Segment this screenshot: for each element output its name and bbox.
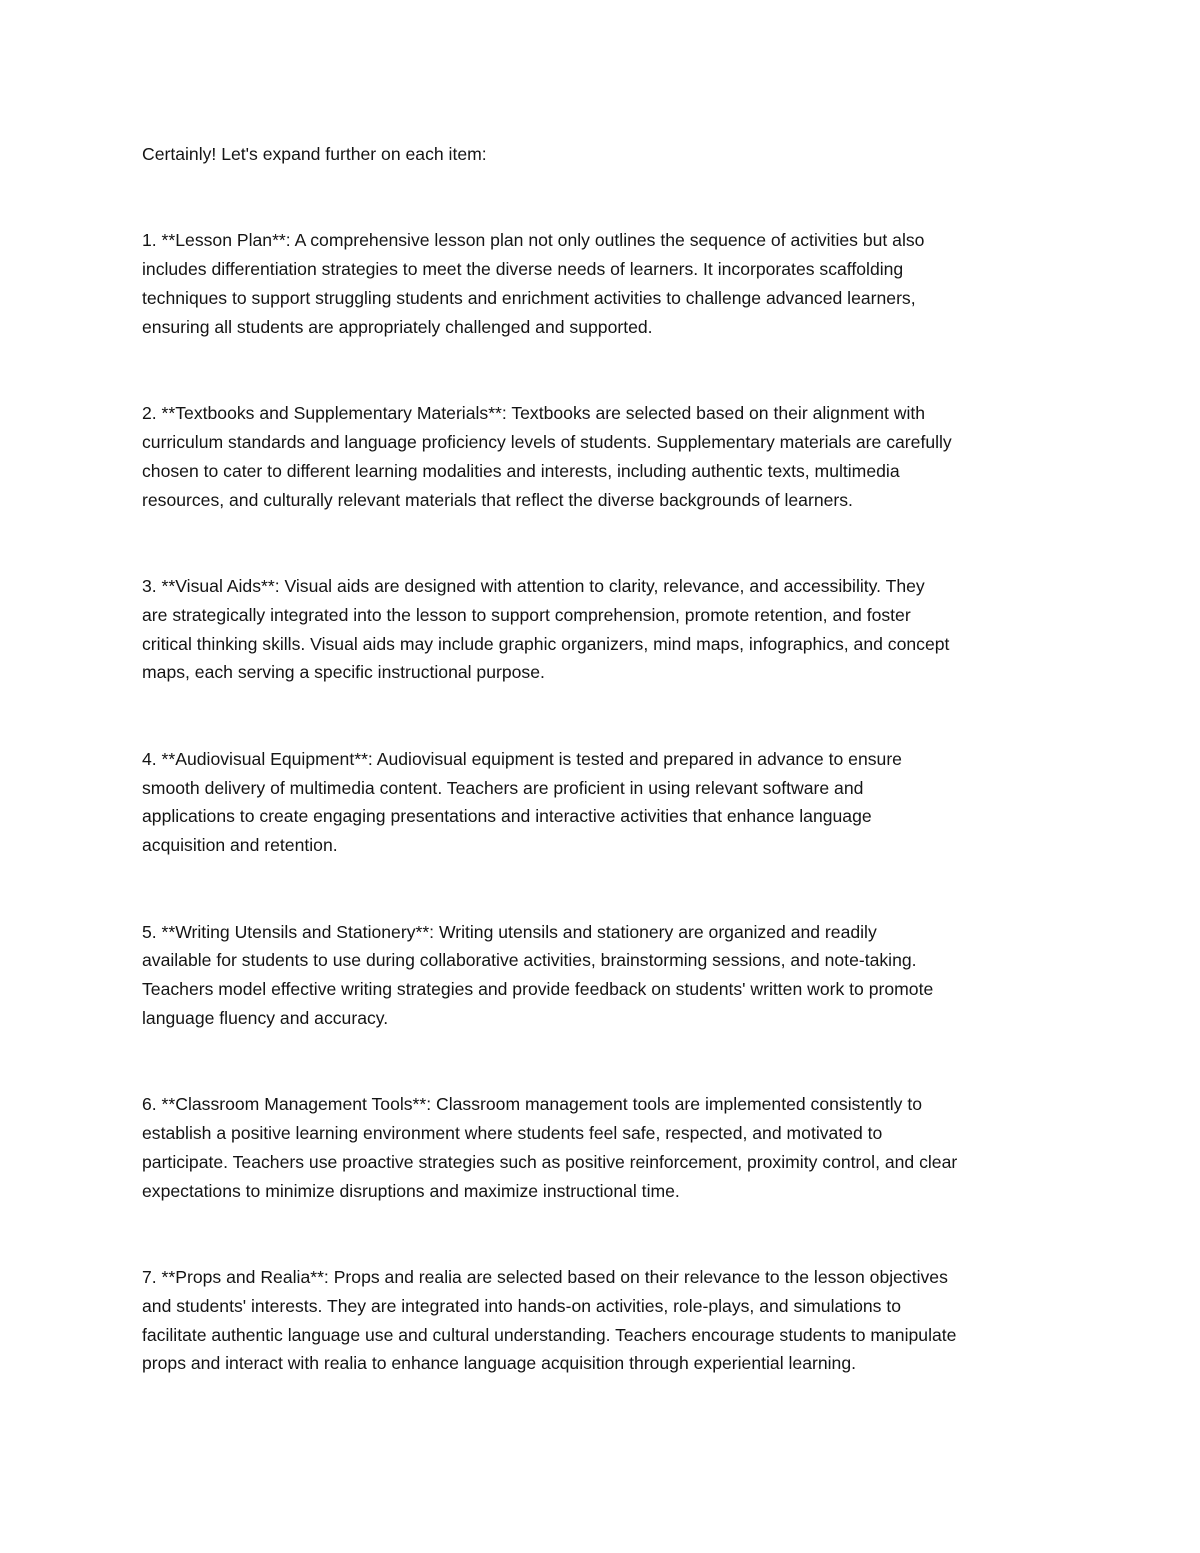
- list-item: [142, 1090, 1072, 1205]
- item-text-line: curriculum standards and language proficiency levels of students. Supplementary materials are carefully: [142, 431, 952, 452]
- item-text-line: 5. **Writing Utensils and Stationery**: Writing utensils and stationery are organized and readily: [142, 921, 877, 942]
- item-text-line: 3. **Visual Aids**: Visual aids are designed with attention to clarity, relevance, and accessibility. They: [142, 575, 925, 596]
- item-text-line: 6. **Classroom Management Tools**: Classroom management tools are implemented consistently to: [142, 1094, 923, 1115]
- intro-text: Certainly! Let's expand further on each item:: [142, 144, 487, 164]
- item-text-line: acquisition and retention.: [142, 835, 338, 856]
- item-text-line: available for students to use during collaborative activities, brainstorming sessions, and note-taking.: [142, 950, 917, 971]
- item-text-line: 7. **Props and Realia**: Props and realia are selected based on their relevance to the lesson objectives: [142, 1267, 948, 1288]
- item-text-line: applications to create engaging presentations and interactive activities that enhance language: [142, 806, 872, 827]
- document-body: [142, 140, 1072, 1378]
- item-text-line: participate. Teachers use proactive strategies such as positive reinforcement, proximity control, and clear: [142, 1151, 958, 1172]
- list-item: [142, 226, 1072, 341]
- list-item: [142, 745, 1072, 860]
- item-text-line: critical thinking skills. Visual aids may include graphic organizers, mind maps, infographics, and concept: [142, 633, 950, 654]
- list-item: [142, 572, 1072, 687]
- item-text-line: includes differentiation strategies to meet the diverse needs of learners. It incorporates scaffolding: [142, 259, 904, 280]
- item-text-line: and students' interests. They are integrated into hands-on activities, role-plays, and simulations to: [142, 1295, 902, 1316]
- item-text-line: ensuring all students are appropriately challenged and supported.: [142, 316, 653, 337]
- item-text-line: 1. **Lesson Plan**: A comprehensive lesson plan not only outlines the sequence of activities but also: [142, 230, 925, 251]
- list-item: [142, 399, 1072, 514]
- item-text-line: expectations to minimize disruptions and maximize instructional time.: [142, 1180, 680, 1201]
- item-text-line: establish a positive learning environment where students feel safe, respected, and motivated to: [142, 1123, 883, 1144]
- list-item: [142, 918, 1072, 1033]
- item-text-line: 4. **Audiovisual Equipment**: Audiovisual equipment is tested and prepared in advance to ensure: [142, 748, 902, 769]
- item-text-line: maps, each serving a specific instructional purpose.: [142, 662, 545, 683]
- list-item: [142, 1263, 1072, 1378]
- item-text-line: language fluency and accuracy.: [142, 1007, 389, 1028]
- item-text-line: Teachers model effective writing strategies and provide feedback on students' written work to promote: [142, 979, 934, 1000]
- item-text-line: are strategically integrated into the lesson to support comprehension, promote retention, and foster: [142, 604, 911, 625]
- item-text-line: chosen to cater to different learning modalities and interests, including authentic texts, multimedia: [142, 460, 900, 481]
- item-text-line: techniques to support struggling students and enrichment activities to challenge advanced learners,: [142, 287, 916, 308]
- item-list: [142, 226, 1072, 1378]
- item-text-line: smooth delivery of multimedia content. Teachers are proficient in using relevant software and: [142, 777, 864, 798]
- item-text-line: props and interact with realia to enhance language acquisition through experiential learning.: [142, 1353, 856, 1374]
- item-text-line: facilitate authentic language use and cultural understanding. Teachers encourage students to manipulate: [142, 1324, 957, 1345]
- item-text-line: 2. **Textbooks and Supplementary Materials**: Textbooks are selected based on their alignment with: [142, 403, 926, 424]
- item-text-line: resources, and culturally relevant materials that reflect the diverse backgrounds of learners.: [142, 489, 853, 510]
